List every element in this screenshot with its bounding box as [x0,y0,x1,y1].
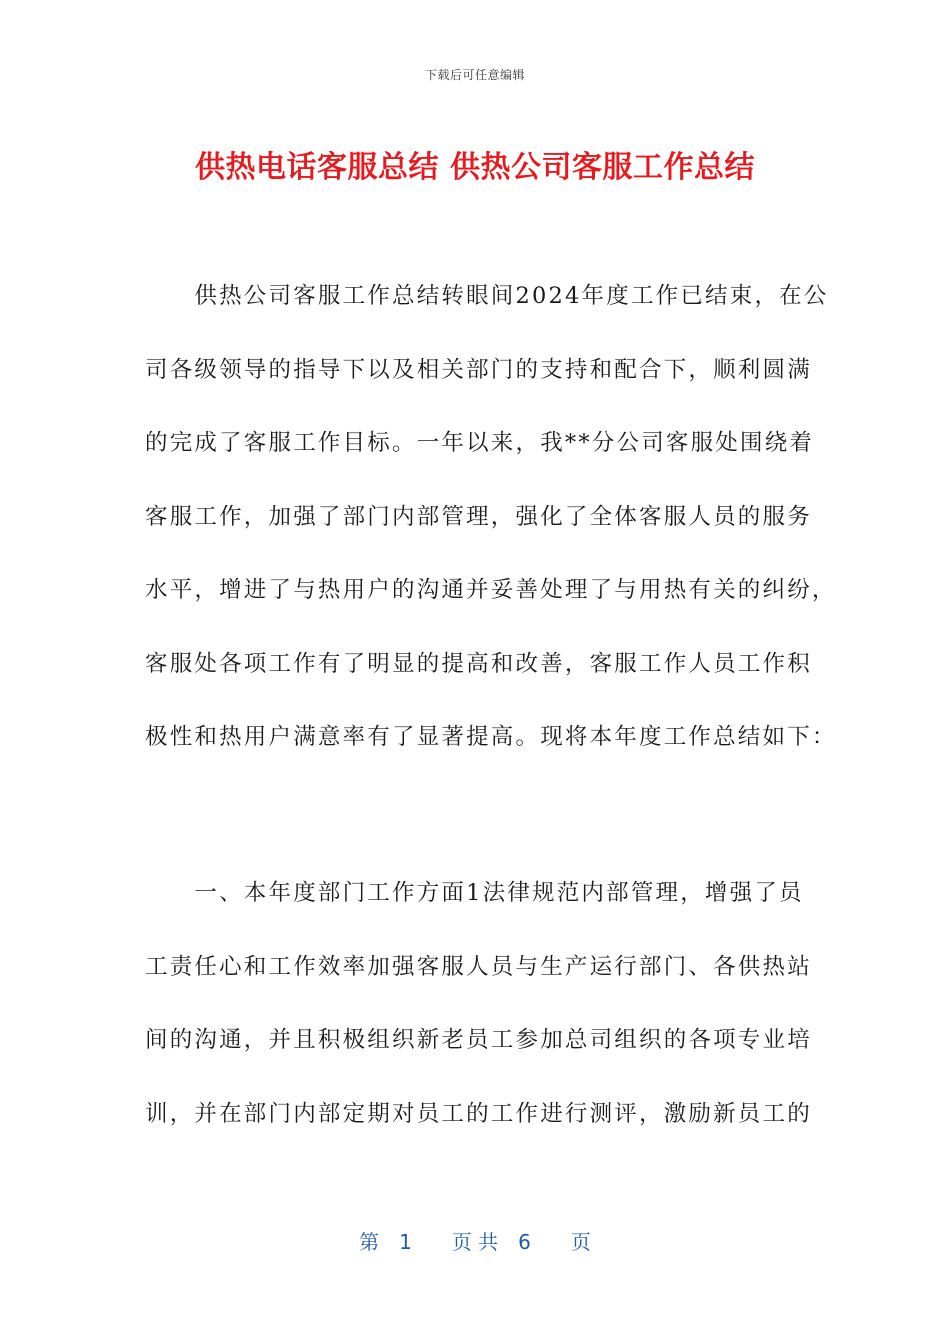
paragraph-line: 训，并在部门内部定期对员工的工作进行测评，激励新员工的 [145,1100,812,1127]
paragraph-line: 水平，增进了与热用户的沟通并妥善处理了与用热有关的纠纷， [145,577,837,603]
paragraph-line: 客服处各项工作有了明显的提高和改善，客服工作人员工作积 [145,650,812,677]
header-note: 下载后可任意编辑 [424,68,525,82]
paragraph-line: 司各级领导的指导下以及相关部门的支持和配合下，顺利圆满 [145,356,812,383]
page-number-footer: 第 1 页 共 6 页 [359,1230,591,1254]
paragraph-line: 极性和热用户满意率有了显著提高。现将本年度工作总结如下： [145,724,837,750]
paragraph-line: 的完成了客服工作目标。一年以来，我**分公司客服处围绕着 [145,430,815,456]
paragraph-line: 供热公司客服工作总结转眼间2024年度工作已结束，在公 [145,283,829,309]
paragraph-line: 间的沟通，并且积极组织新老员工参加总司组织的各项专业培 [145,1027,812,1053]
paragraph-2 [145,879,812,1173]
paragraph-1 [145,282,837,797]
paragraph-line: 客服工作，加强了部门内部管理，强化了全体客服人员的服务 [145,503,812,530]
paragraph-line: 工责任心和工作效率加强客服人员与生产运行部门、各供热站 [145,953,812,980]
document-title: 供热电话客服总结 供热公司客服工作总结 [195,150,755,185]
paragraph-line: 一、本年度部门工作方面1法律规范内部管理，增强了员 [145,880,804,906]
